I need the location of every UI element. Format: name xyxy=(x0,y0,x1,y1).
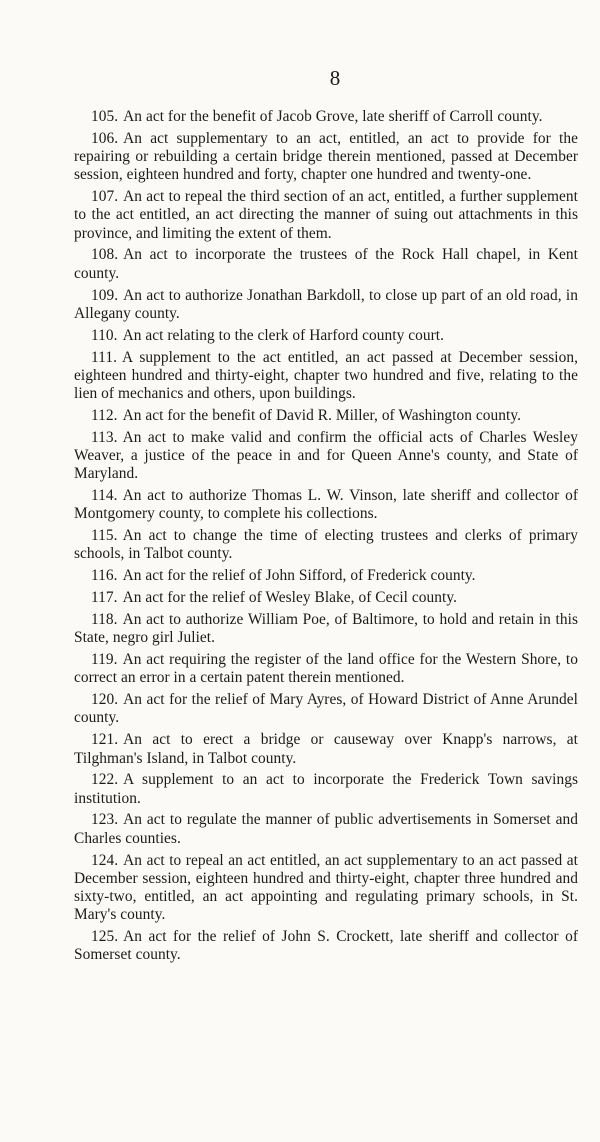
act-number: 115. xyxy=(91,527,118,545)
act-entry xyxy=(74,852,578,925)
act-number: 120. xyxy=(91,691,119,709)
act-title: An act relating to the clerk of Harford county court. xyxy=(122,326,445,344)
act-number: 110. xyxy=(91,326,118,344)
act-entry xyxy=(74,731,578,767)
act-number: 121. xyxy=(91,731,119,749)
act-number: 107. xyxy=(91,188,119,206)
act-title: An act for the benefit of David R. Miller, of Washington county. xyxy=(122,406,521,424)
act-title: An act to erect a bridge or causeway over Knapp's narrows, at Tilghman's Island, in Talbot county. xyxy=(74,731,578,767)
act-title: An act supplementary to an act, entitled, an act to provide for the repairing or rebuilding a certain bridge therein mentioned, passed at December session, eighteen hundred and forty, chapter one hundred and twenty-one. xyxy=(74,129,578,184)
act-entry xyxy=(74,188,578,243)
act-title: An act for the relief of John Sifford, of Frederick county. xyxy=(122,567,476,585)
act-entry xyxy=(74,771,578,807)
act-entry xyxy=(74,287,578,323)
act-title: An act for the relief of John S. Crockett, late sheriff and collector of Somerset county. xyxy=(74,928,578,964)
act-number: 124. xyxy=(91,851,119,869)
act-entry xyxy=(74,130,578,185)
act-entry xyxy=(74,611,578,647)
act-title: An act for the relief of Wesley Blake, of Cecil county. xyxy=(122,589,457,607)
act-entry xyxy=(74,811,578,847)
act-number: 119. xyxy=(91,651,118,669)
act-title: An act to repeal the third section of an act, entitled, a further supplement to the act entitled, an act directing the manner of suing out attachments in this province, and limiting the extent of them. xyxy=(74,188,578,242)
act-title: An act to incorporate the trustees of the Rock Hall chapel, in Kent county. xyxy=(74,246,578,282)
act-entry xyxy=(74,407,578,425)
act-title: An act to make valid and confirm the official acts of Charles Wesley Weaver, a justice of the peace in and for Queen Anne's county, and State of Maryland. xyxy=(74,428,578,483)
act-title: An act to authorize Thomas L. W. Vinson, late sheriff and collector of Montgomery county, to complete his collections. xyxy=(74,487,578,523)
act-number: 122. xyxy=(91,771,119,789)
act-number: 112. xyxy=(91,406,118,424)
act-number: 113. xyxy=(91,428,118,446)
act-title: An act to repeal an act entitled, an act supplementary to an act passed at December session, eighteen hundred and thirty-eight, chapter three hundred and sixty-two, entitled, an act appointing and regulating primary schools, in St. Mary's county. xyxy=(74,851,578,924)
act-entry xyxy=(74,567,578,585)
act-number: 123. xyxy=(91,811,119,829)
page-number: 8 xyxy=(329,66,341,90)
act-entry xyxy=(74,928,578,964)
act-title: A supplement to the act entitled, an act passed at December session, eighteen hundred and thirty-eight, chapter two hundred and five, relating to the lien of mechanics and others, upon buildings. xyxy=(74,348,578,402)
act-entry xyxy=(74,487,578,523)
act-title: An act to authorize Jonathan Barkdoll, to close up part of an old road, in Allegany county. xyxy=(74,286,578,322)
act-title: An act for the benefit of Jacob Grove, late sheriff of Carroll county. xyxy=(123,108,543,125)
act-title: An act to regulate the manner of public advertisements in Somerset and Charles counties. xyxy=(74,811,578,847)
act-entry xyxy=(74,651,578,687)
act-number: 118. xyxy=(91,611,118,629)
act-number: 109. xyxy=(91,286,119,304)
act-number: 117. xyxy=(91,589,118,607)
act-number: 111. xyxy=(91,348,117,366)
act-entry xyxy=(74,527,578,563)
act-entry xyxy=(74,349,578,404)
act-title: An act to authorize William Poe, of Baltimore, to hold and retain in this State, negro girl Juliet. xyxy=(74,611,578,647)
act-number: 108. xyxy=(91,246,119,264)
act-entry xyxy=(74,691,578,727)
act-title: An act for the relief of Mary Ayres, of Howard District of Anne Arundel county. xyxy=(74,691,578,727)
entry-list xyxy=(74,108,578,964)
act-number: 106. xyxy=(91,129,119,147)
act-number: 116. xyxy=(91,567,118,585)
act-number: 114. xyxy=(91,487,118,505)
act-title: An act to change the time of electing trustees and clerks of primary schools, in Talbot county. xyxy=(74,527,578,563)
act-entry xyxy=(74,327,578,345)
act-entry xyxy=(74,589,578,607)
act-entry xyxy=(74,429,578,484)
act-title: A supplement to an act to incorporate the Frederick Town savings institution. xyxy=(74,771,578,807)
act-entry xyxy=(74,108,578,126)
act-number: 125. xyxy=(91,928,119,946)
act-entry xyxy=(74,246,578,282)
act-number: 105. xyxy=(91,108,119,125)
act-title: An act requiring the register of the land office for the Western Shore, to correct an error in a certain patent therein mentioned. xyxy=(74,651,578,687)
